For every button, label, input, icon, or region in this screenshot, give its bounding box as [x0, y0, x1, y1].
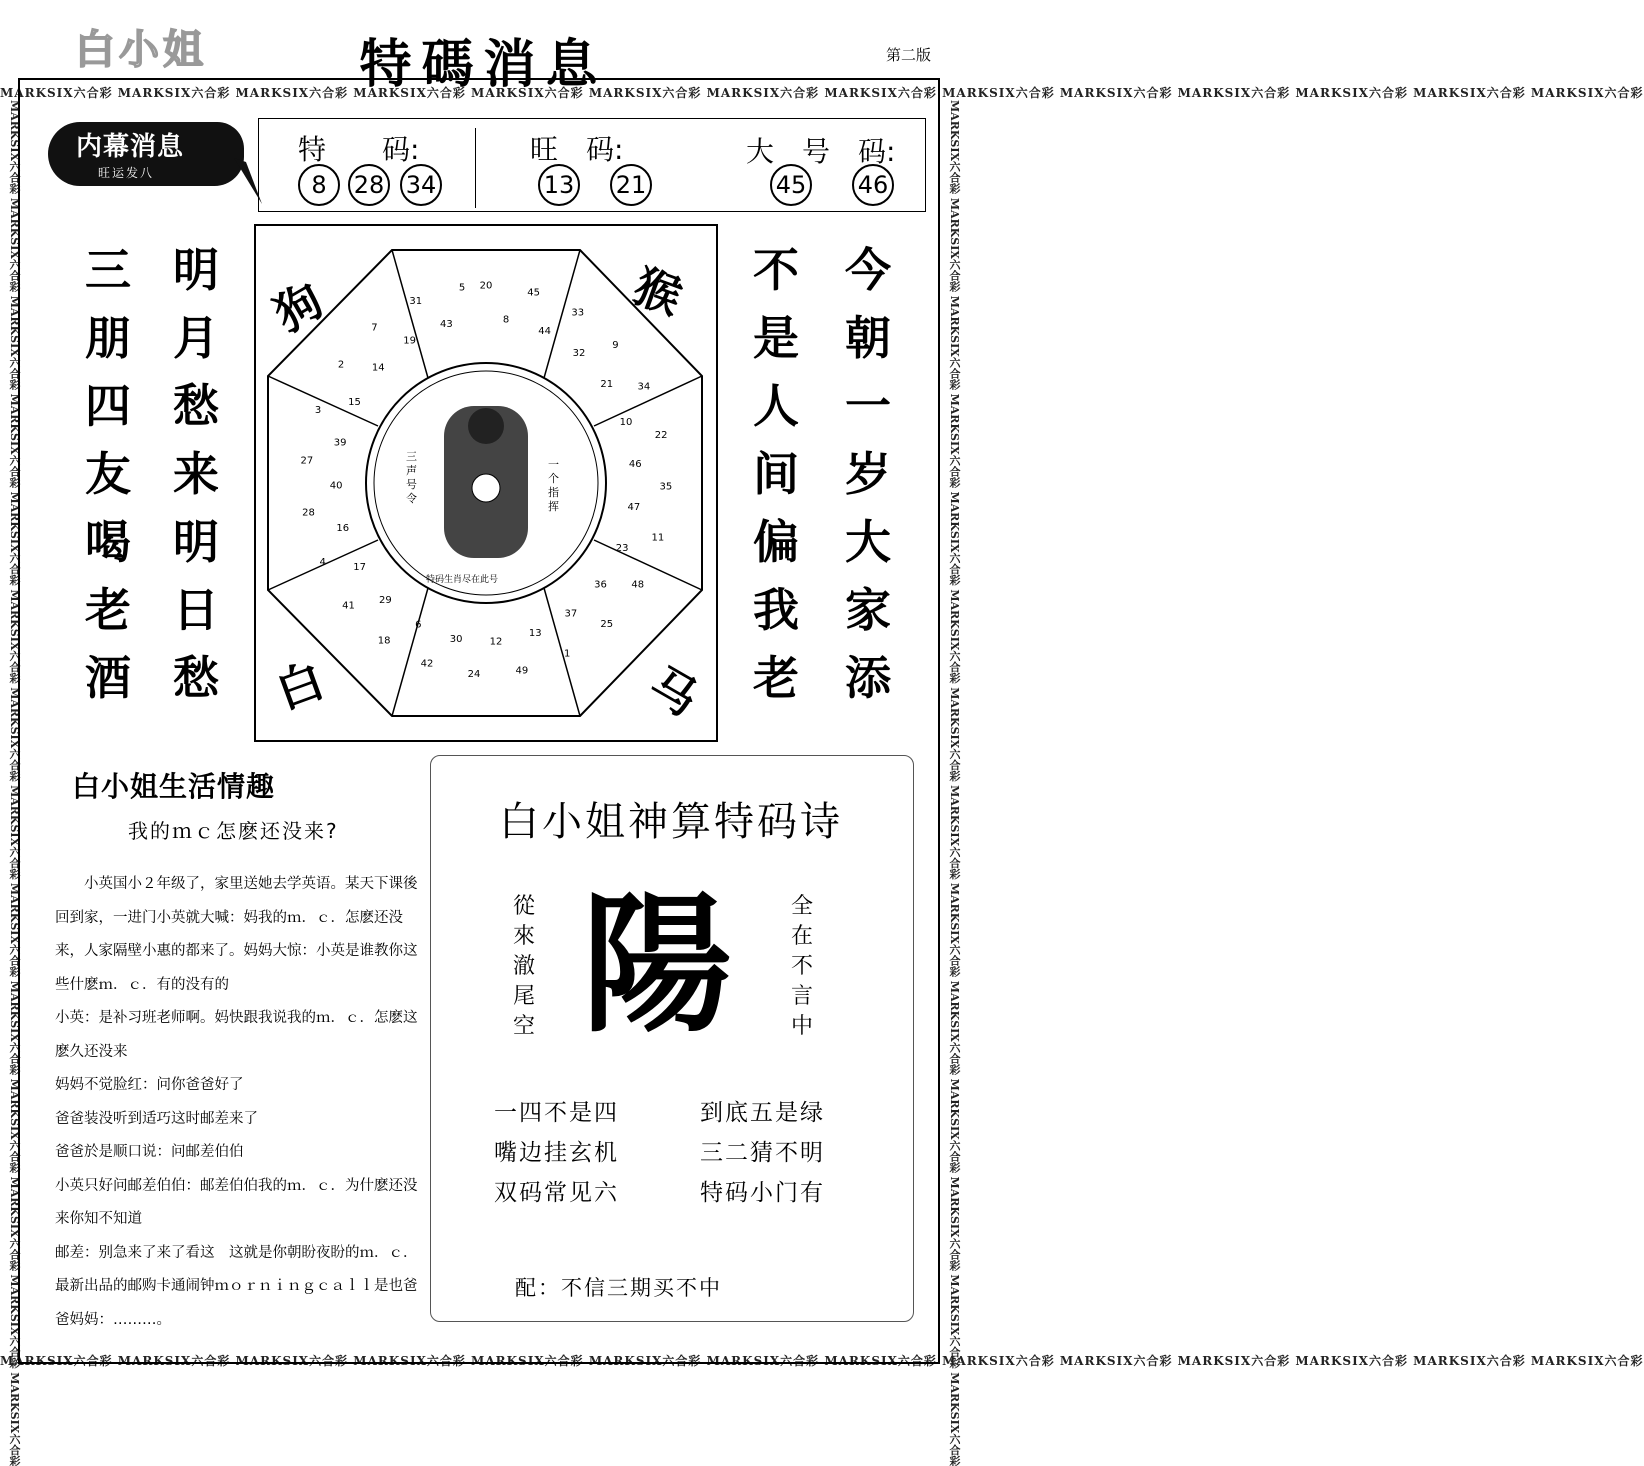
center-figure-icon	[444, 406, 528, 558]
vertical-char: 從	[512, 894, 535, 919]
special-code-ball: 8	[298, 164, 340, 206]
big-code-ball: 46	[852, 164, 894, 206]
vertical-char: 澈	[512, 954, 535, 979]
story-heading: 白小姐生活情趣	[72, 770, 276, 803]
wheel-number: 40	[329, 480, 343, 492]
vertical-char: 来	[173, 447, 219, 501]
wheel-number: 12	[489, 636, 503, 648]
story-subtitle: 我的ｍｃ怎麽还没来?	[128, 819, 339, 843]
vertical-char: 号	[406, 478, 417, 491]
watermark-left: MARKSIX六合彩 MARKSIX六合彩 MARKSIX六合彩 MARKSIX六合彩 MARKSIX六合彩 MARKSIX六合彩 MARKSIX六合彩 MARKSIX六合彩 MARKSIX六合彩 MARKSIX六合彩 MARKSIX六合彩 MARKSIX六合彩 MARKSIX六合彩 MARKSIX六合彩	[8, 100, 21, 1466]
left-poem-inner-column	[166, 236, 226, 712]
story-body	[55, 868, 420, 1337]
watermark-right: MARKSIX六合彩 MARKSIX六合彩 MARKSIX六合彩 MARKSIX六合彩 MARKSIX六合彩 MARKSIX六合彩 MARKSIX六合彩 MARKSIX六合彩 MARKSIX六合彩 MARKSIX六合彩 MARKSIX六合彩 MARKSIX六合彩 MARKSIX六合彩 MARKSIX六合彩	[948, 100, 961, 1466]
wheel-number: 33	[571, 307, 585, 319]
wheel-number: 21	[600, 378, 614, 390]
big-code-label: 大 号 码:	[746, 135, 896, 168]
vertical-char: 在	[790, 924, 813, 949]
wheel-number: 43	[440, 318, 453, 330]
inside-news-title: 内幕消息	[76, 132, 185, 162]
special-code-ball: 28	[348, 164, 390, 206]
poem-big-char: 陽	[582, 877, 733, 1053]
right-poem-inner-column	[746, 236, 806, 712]
wheel-number: 4	[319, 556, 326, 568]
vertical-char: 一	[845, 379, 891, 433]
wheel-number: 39	[333, 437, 347, 449]
codes-divider	[475, 128, 476, 208]
lucky-code-ball: 21	[610, 164, 652, 206]
wheel-number: 7	[371, 322, 378, 334]
wheel-number: 10	[619, 416, 633, 428]
vertical-char: 朝	[845, 311, 891, 365]
wheel-number: 11	[651, 532, 665, 544]
vertical-char: 三	[85, 243, 131, 297]
poem-title: 白小姐神算特码诗	[499, 799, 843, 845]
corner-bl-char: 白	[269, 652, 331, 720]
wheel-number: 28	[302, 507, 315, 519]
vertical-char: 喝	[85, 515, 131, 569]
wheel-number: 32	[572, 347, 586, 359]
poem-left-vertical	[508, 892, 540, 1042]
wheel-number: 6	[415, 619, 422, 631]
vertical-char: 不	[753, 243, 799, 297]
lucky-code-label: 旺 码:	[530, 133, 624, 166]
inside-news-subtitle: 旺运发八	[98, 166, 155, 180]
page-title: 特碼消息	[359, 35, 608, 95]
poem-line: 双码常见六	[494, 1180, 619, 1206]
poem-footer: 配：不信三期买不中	[515, 1276, 722, 1300]
vertical-char: 酒	[85, 651, 131, 705]
vertical-char: 岁	[845, 447, 891, 501]
vertical-char: 愁	[173, 651, 219, 705]
poem-line: 嘴边挂玄机	[494, 1140, 619, 1166]
wheel-number: 45	[527, 287, 540, 299]
wheel-number: 15	[348, 397, 361, 409]
vertical-char: 添	[845, 651, 891, 705]
lucky-code-ball: 13	[538, 164, 580, 206]
vertical-char: 是	[753, 311, 799, 365]
vertical-char: 个	[548, 472, 559, 485]
watermark-bottom: MARKSIX六合彩 MARKSIX六合彩 MARKSIX六合彩 MARKSIX六合彩 MARKSIX六合彩 MARKSIX六合彩 MARKSIX六合彩 MARKSIX六合彩 MARKSIX六合彩 MARKSIX六合彩 MARKSIX六合彩 MARKSIX六合彩 MARKSIX六合彩 MARKSIX六合彩	[0, 1354, 1644, 1368]
corner-br-char: 马	[640, 656, 707, 727]
wheel-number: 31	[409, 296, 423, 307]
story-paragraph: 爸爸於是顺口说：问邮差伯伯	[55, 1144, 244, 1160]
vertical-char: 间	[753, 447, 799, 501]
wheel-number: 2	[337, 359, 345, 371]
vertical-char: 來	[512, 924, 535, 949]
wheel-number: 48	[631, 579, 645, 591]
wheel-number: 41	[342, 600, 355, 612]
story-paragraph: 小英：是补习班老师啊。妈快跟我说我的ｍ．ｃ．怎麽这麽久还没来	[55, 1010, 418, 1060]
wheel-number: 3	[314, 405, 322, 417]
vertical-char: 今	[845, 243, 891, 297]
vertical-char: 令	[406, 492, 417, 505]
vertical-char: 明	[173, 515, 219, 569]
vertical-char: 不	[790, 954, 813, 979]
wheel-number: 8	[502, 314, 510, 326]
wheel-number: 19	[403, 335, 416, 347]
vertical-char: 明	[173, 243, 219, 297]
vertical-char: 老	[85, 583, 131, 637]
wheel-number: 47	[627, 501, 641, 513]
wheel-number: 44	[538, 325, 551, 337]
vertical-char: 人	[753, 379, 799, 433]
corner-tr-char: 猴	[627, 258, 689, 326]
wheel-number: 27	[300, 455, 314, 467]
wheel-number: 5	[458, 282, 466, 294]
vertical-char: 一	[548, 458, 559, 471]
watermark-top: MARKSIX六合彩 MARKSIX六合彩 MARKSIX六合彩 MARKSIX六合彩 MARKSIX六合彩 MARKSIX六合彩 MARKSIX六合彩 MARKSIX六合彩 MARKSIX六合彩 MARKSIX六合彩 MARKSIX六合彩 MARKSIX六合彩 MARKSIX六合彩 MARKSIX六合彩	[0, 86, 1644, 100]
wheel-number: 30	[449, 633, 463, 645]
vertical-char: 老	[753, 651, 799, 705]
wheel-number: 18	[377, 635, 391, 647]
wheel-number: 17	[353, 562, 366, 574]
wheel-number: 1	[564, 648, 571, 660]
right-note	[548, 458, 564, 514]
wheel-number: 34	[637, 381, 651, 393]
wheel-number: 35	[659, 481, 673, 493]
wheel-number: 49	[515, 665, 529, 677]
wheel-number: 13	[528, 628, 542, 639]
poem-line: 一四不是四	[494, 1100, 619, 1126]
story-paragraph: 爸爸装没听到适巧这时邮差来了	[55, 1110, 258, 1127]
vertical-char: 愁	[173, 379, 219, 433]
vertical-char: 偏	[753, 515, 799, 569]
vertical-char: 我	[753, 583, 799, 637]
vertical-char: 朋	[85, 311, 131, 365]
vertical-char: 三	[406, 450, 417, 463]
wheel-number: 14	[371, 362, 385, 374]
vertical-char: 指	[548, 486, 559, 499]
wheel-number: 29	[379, 595, 392, 607]
edition-label: 第二版	[886, 46, 932, 64]
wheel-number: 9	[612, 339, 619, 351]
brand-logo: 白小姐	[75, 27, 207, 73]
vertical-char: 空	[512, 1014, 535, 1039]
corner-tl-char: 狗	[265, 272, 332, 343]
wheel-number: 46	[628, 458, 642, 470]
vertical-char: 声	[406, 464, 417, 477]
wheel-number: 37	[564, 608, 578, 620]
story-paragraph: 妈妈不觉脸红：问你爸爸好了	[55, 1077, 244, 1093]
zodiac-wheel-box	[254, 224, 718, 742]
vertical-char: 挥	[548, 500, 559, 513]
left-note	[406, 450, 422, 506]
vertical-char: 中	[790, 1014, 813, 1039]
wheel-number: 36	[594, 579, 607, 591]
bottom-note: 特码生肖尽在此号	[426, 575, 499, 585]
wheel-number: 25	[600, 619, 614, 631]
poem-line: 到底五是绿	[700, 1100, 825, 1126]
poem-right-vertical	[786, 892, 818, 1042]
vertical-char: 友	[85, 447, 131, 501]
inside-news-badge	[48, 122, 244, 186]
vertical-char: 尾	[512, 984, 535, 1009]
special-code-label: 特 码:	[298, 133, 420, 166]
left-poem-outer-column	[78, 236, 138, 712]
wheel-number: 16	[336, 523, 350, 534]
wheel-number: 20	[479, 280, 493, 292]
vertical-char: 月	[173, 311, 219, 365]
story-paragraph: 邮差：别急来了来了看这 这就是你朝盼夜盼的ｍ．ｃ．最新出品的邮购卡通闹钟ｍｏｒｎｉｎｇｃａｌｌ是也爸爸妈妈：………。	[55, 1244, 418, 1328]
story-paragraph: 小英国小２年级了，家里送她去学英语。某天下课後回到家，一进门小英就大喊：妈我的ｍ．ｃ．怎麽还没来，人家隔壁小惠的都来了。妈妈大惊：小英是谁教你这些什麽ｍ．ｃ．有的没有的	[55, 876, 418, 993]
story-paragraph: 小英只好问邮差伯伯：邮差伯伯我的ｍ．ｃ．为什麽还没来你知不知道	[55, 1177, 418, 1227]
big-code-ball: 45	[770, 164, 812, 206]
vertical-char: 言	[790, 984, 813, 1009]
poem-line: 三二猜不明	[700, 1140, 825, 1166]
wheel-number: 42	[420, 658, 434, 670]
wheel-number: 22	[654, 429, 668, 441]
right-poem-outer-column	[838, 236, 898, 712]
vertical-char: 全	[790, 894, 813, 919]
special-code-ball: 34	[400, 164, 442, 206]
vertical-char: 日	[173, 583, 219, 637]
wheel-number: 24	[467, 669, 481, 680]
poem-line: 特码小门有	[700, 1180, 825, 1206]
wheel-number: 23	[615, 543, 629, 555]
vertical-char: 四	[85, 379, 131, 433]
vertical-char: 大	[845, 515, 891, 569]
vertical-char: 家	[845, 583, 891, 637]
